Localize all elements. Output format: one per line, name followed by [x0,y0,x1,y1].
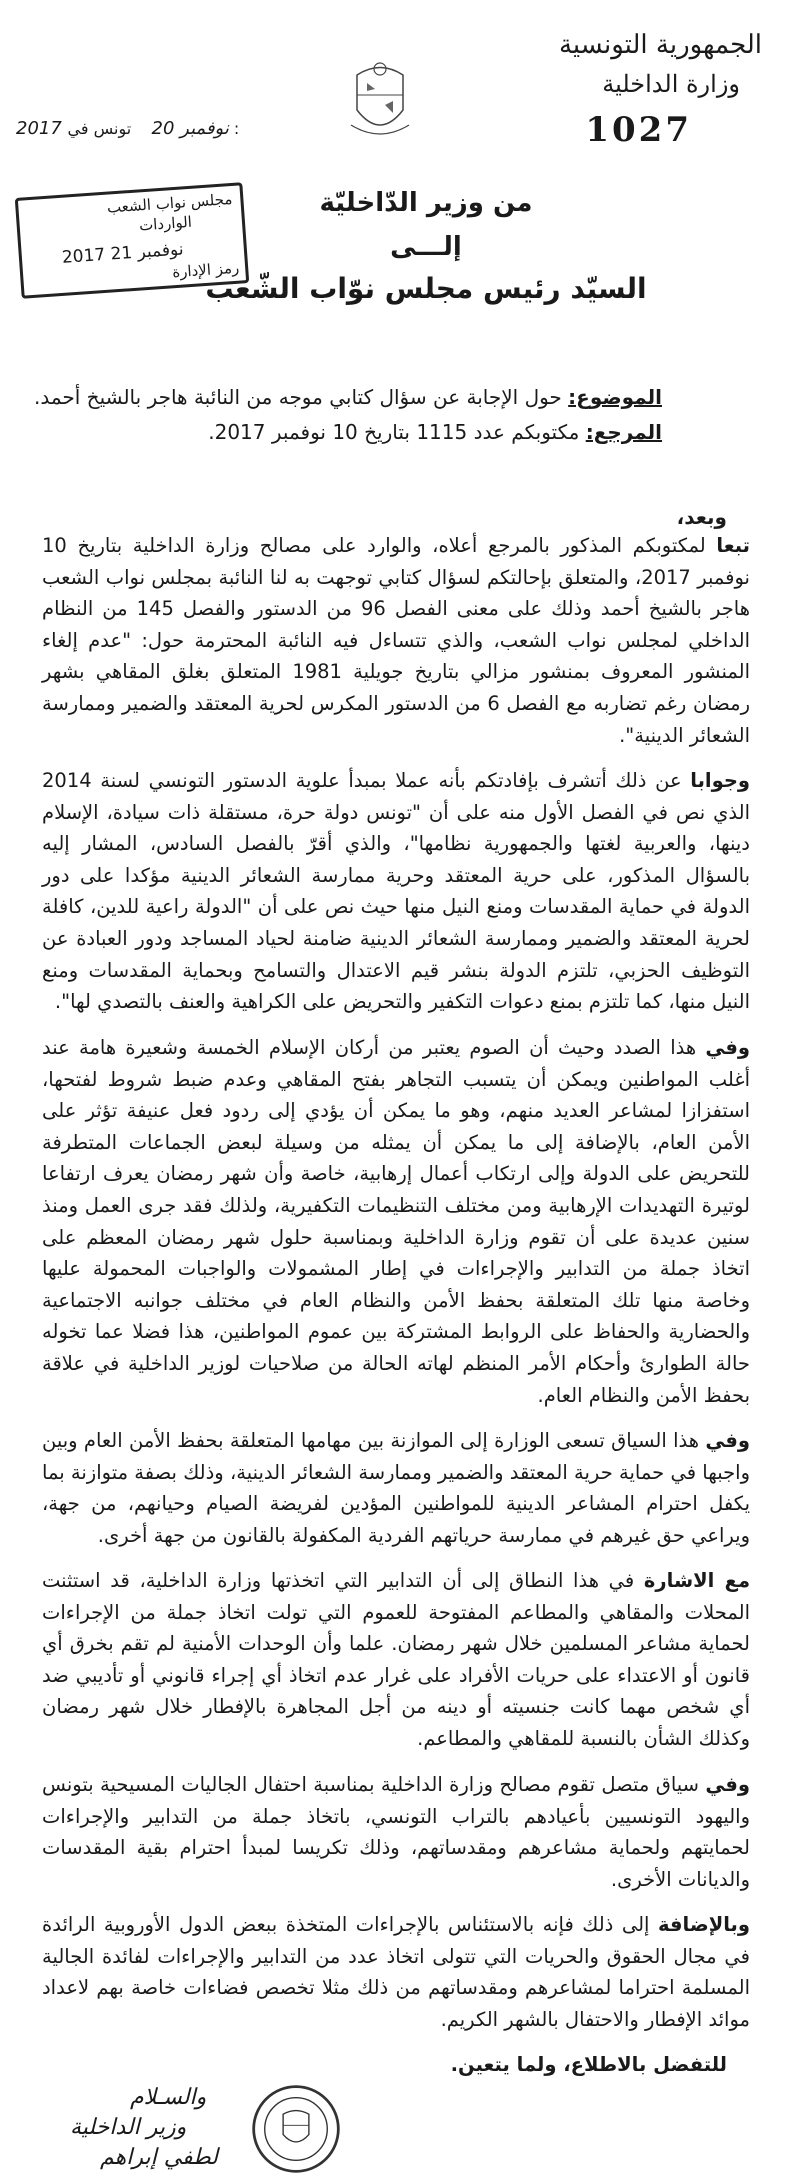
subject-label: الموضوع: [568,385,662,409]
paragraph-6-text: سياق متصل تقوم مصالح وزارة الداخلية بمناسبة احتفال الجاليات المسيحية بتونس واليهود التونسيين بأعيادهم بالتراب التونسي، باتخاذ جملة من التدابير والإجراءات لحمايتهم ولحماية مشاعرهم ومقدساتهم، وذلك تكريسا لمبدأ احترام بقية المقدسات والديانات الأخرى. [42,1773,750,1891]
paragraph-7-text: إلى ذلك فإنه بالاستئناس بالإجراءات المتخذة ببعض الدول الأوروبية الرائدة في مجال الحقوق والحريات التي تتولى اتخاذ عدد من التدابير والإجراءات لفائدة الجالية المسلمة احتراما لمشاعرهم ومقدساتهم من ذلك مثلا تخصص فضاءات خاصة بهم لاعداد موائد الإفطار والاحتفال بالشهر الكريم. [42,1913,750,2031]
subject-text: حول الإجابة عن سؤال كتابي موجه من النائبة هاجر بالشيخ أحمد. [33,385,562,409]
paragraph-5-lead: مع الاشارة [643,1569,751,1592]
closing-salutation: والسـلام [130,2085,207,2110]
paragraph-2-lead: وجوابا [690,769,750,792]
to-line: إلـــى [390,232,462,262]
paragraph-2-text: عن ذلك أتشرف بإفادتكم بأنه عملا بمبدأ علوية الدستور التونسي لسنة 2014 الذي نص في الفصل الأول منه على أن "تونس دولة حرة، مستقلة ذات سيادة، الإسلام دينها، والعربية لغتها والجمهورية نظامها"، والذي أقرّ بالفصل السادس، المشار إليه بالسؤال المذكور، على حرية المعتقد وحرية ممارسة الشعائر الدينية مؤكدا على دور الدولة في حماية المقدسات ومنع النيل منها حيث نص على أن "الدولة راعية للدين، كافلة لحرية المعتقد والضمير وممارسة الشعائر الدينية ضامنة لحياد المساجد ودور العبادة عن التوظيف الحزبي، تلتزم الدولة بنشر قيم الاعتدال والتسامح وبحماية المقدسات ومنع النيل منها، كما تلتزم بمنع دعوات التكفير والتحريض على الكراهية والعنف بالتصدي لها". [42,769,750,1014]
paragraph-5-text: في هذا النطاق إلى أن التدابير التي اتخذتها وزارة الداخلية، قد استثنت المحلات والمقاهي والمطاعم المفتوحة للعموم التي تولت اتخاذ جملة من الإجراءات لحماية مشاعر المسلمين خلال شهر رمضان. علما وأن الوحدات الأمنية لم تقم بخرق أي قانون أو الاعتداء على حريات الأفراد على غرار عدم اتخاذ أي إجراء قانوني أو تأديبي ضد أي شخص مهما كانت جنسيته أو دينه من أجل المجاهرة بالإفطار خلال شهر رمضان وكذلك الشأن بالنسبة للمقاهي والمطاعم. [42,1569,750,1750]
addressee-line: السيّد رئيس مجلس نوّاب الشّعب [205,272,647,305]
signature-title: وزير الداخلية [70,2115,187,2140]
paragraph-6-lead: وفي [705,1773,751,1796]
sender-line: من وزير الدّاخليّة [319,188,533,218]
stamp-admin-code: رمز الإدارة [171,258,240,282]
paragraph-4 [42,1425,750,1551]
stamp-institution: مجلس نواب الشعب [106,189,233,217]
paragraph-3 [42,1032,750,1411]
date-line [16,118,239,139]
paragraph-4-lead: وفي [705,1429,751,1452]
paragraph-1-lead: تبعا [716,534,750,557]
stamp-date: 2017 نوفمبر 21 [61,239,185,268]
stamp-incoming: الواردات [138,212,193,235]
reference-number: 1027 [585,110,692,150]
paragraph-6 [42,1769,750,1895]
paragraph-7-lead: وبالإضافة [657,1913,750,1936]
paragraph-7 [42,1909,750,2035]
signature-name: لطفي إبراهم [100,2145,218,2170]
coat-of-arms-icon [345,55,415,145]
official-seal-icon [250,2083,342,2175]
date-prefix: تونس في : [67,119,240,138]
paragraph-1 [42,530,750,751]
paragraph-1-text: لمكتوبكم المذكور بالمرجع أعلاه، والوارد على مصالح وزارة الداخلية بتاريخ 10 نوفمبر 2017، والمتعلق بإحالتكم لسؤال كتابي توجهت به لنا النائبة بمجلس نواب الشعب هاجر بالشيخ أحمد وذلك على معنى الفصل 96 من الدستور والفصل 145 من النظام الداخلي لمجلس نواب الشعب، والذي تتساءل فيه النائبة المحترمة حول: "عدم إلغاء المنشور المعروف بمنشور مزالي بتاريخ جويلية 1981 المتعلق بغلق المقاهي بشهر رمضان رغم تضاربه مع الفصل 6 من الدستور المكرس لحرية المعتقد والضمير وممارسة الشعائر الدينية". [42,534,750,747]
date-value: 2017 نوفمبر 20 [16,118,229,139]
paragraph-4-text: هذا السياق تسعى الوزارة إلى الموازنة بين مهامها المتعلقة بحفظ الأمن العام وبين واجبها في حماية حرية المعتقد والضمير وممارسة الشعائر الدينية، وذلك بصفة متوازنة بما يكفل احترام المشاعر الدينية للمواطنين المؤدين لفريضة الصيام وحيانهم، من جهة، ويراعي حق غيرهم في ممارسة حرياتهم الفردية المكفولة بالقانون من جهة أخرى. [42,1429,750,1547]
paragraph-3-text: هذا الصدد وحيث أن الصوم يعتبر من أركان الإسلام الخمسة وشعيرة هامة عند أغلب المواطنين ويمكن أن يتسبب التجاهر بفتح المقاهي وعدم ضبط شروط لفتحها، استفزازا لمشاعر العديد منهم، وهو ما يمكن أن يؤدي إلى ردود فعل عنيفة تؤثر على الأمن العام، بالإضافة إلى ما يمكن أن يمثله من وسيلة لبعض الجماعات المتطرفة للتحريض على الدولة وإلى ارتكاب أعمال إرهابية، خاصة وأن شهر رمضان يعرف ارتفاعا لوتيرة التهديدات الإرهابية ومن مختلف التنظيمات التكفيرية، ولذلك فقد جرى العمل ومنذ سنين عديدة على أن تقوم وزارة الداخلية وبمناسبة حلول شهر رمضان المعظم على اتخاذ جملة من التدابير والإجراءات في إطار المشمولات والواجبات المحمولة عليها وخاصة منها تلك المتعلقة بحفظ الأمن والنظام العام في مختلف جوانبه الاجتماعية والحضارية والحفاظ على الروابط المشتركة بين عموم المواطنين، هذا فضلا عما تخوله حالة الطوارئ وأحكام الأمر المنظم لهاته الحالة من صلاحيات لوزير الداخلية في علاقة بحفظ الأمن والنظام العام. [42,1036,750,1407]
paragraph-8: للتفضل بالاطلاع، ولما يتعين. [450,2053,727,2076]
subject-line [34,385,662,409]
paragraph-5 [42,1565,750,1755]
paragraph-2 [42,765,750,1018]
country-name: الجمهورية التونسية [558,30,762,60]
reference-text: مكتوبكم عدد 1115 بتاريخ 10 نوفمبر 2017. [208,420,580,444]
ministry-name: وزارة الداخلية [602,70,740,98]
paragraph-3-lead: وفي [705,1036,750,1059]
reference-label: المرجع: [585,420,662,444]
reference-line [208,420,662,444]
greeting: وبعد، [676,505,727,529]
